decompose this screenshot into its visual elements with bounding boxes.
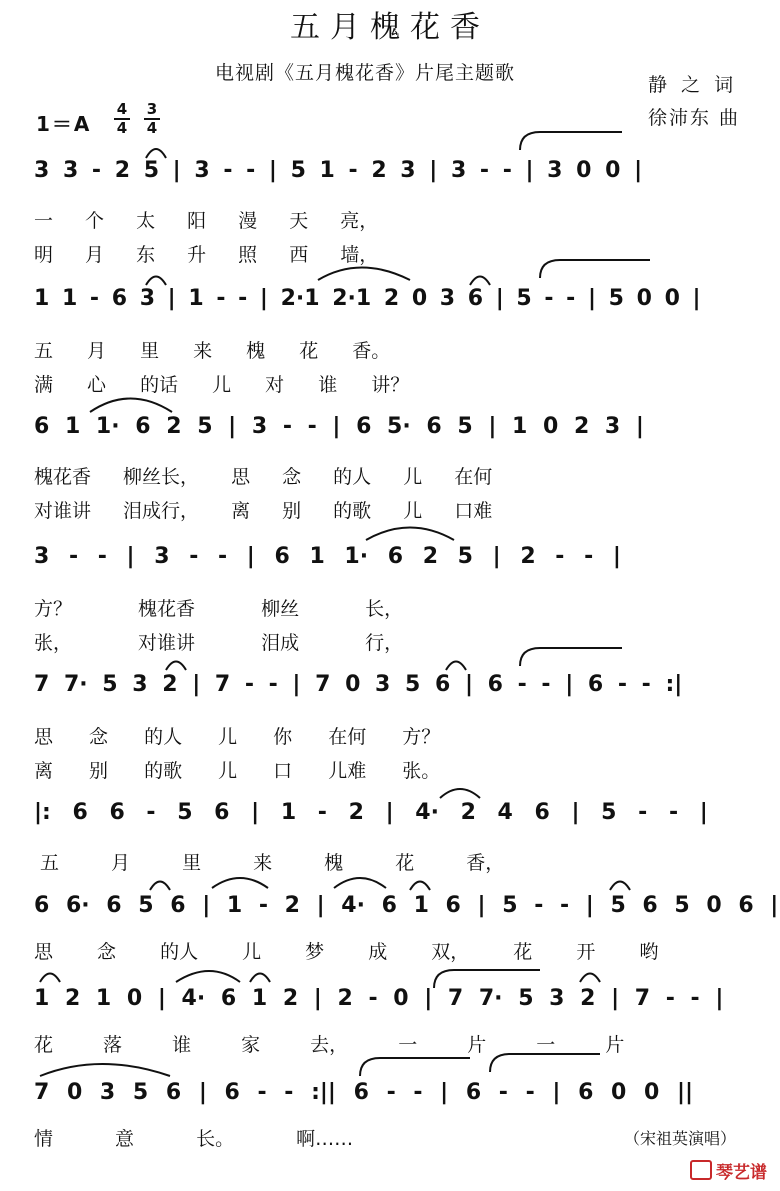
lyric-row-7: 思 念 的人 儿 梦 成 双， 花 开 哟 — [34, 941, 659, 963]
slur — [520, 648, 622, 666]
slur — [434, 970, 540, 988]
notation-row-5: 7 7· 5 3 2 | 7 - - | 7 0 3 5 6 | 6 - - | 6 - - :| — [34, 672, 683, 697]
slur — [580, 974, 600, 983]
lyric-row-3-verse-2: 对谁讲 泪成行， 离 别 的歌 儿 口难 — [34, 500, 493, 522]
slur — [166, 662, 186, 671]
song-subtitle: 电视剧《五月槐花香》片尾主题歌 — [215, 62, 516, 84]
time-signature-top: 4 — [116, 100, 128, 118]
notation-row-3: 6 1 1· 6 2 5 | 3 - - | 6 5· 6 5 | 1 0 2 3 | — [34, 414, 644, 439]
lyric-row-8: 花 落 谁 家 去， 一 片 一 片 — [34, 1034, 625, 1056]
slur — [446, 662, 466, 671]
slur — [360, 1058, 470, 1076]
slur — [318, 268, 410, 281]
slur — [366, 528, 454, 541]
lyric-row-4-verse-2: 张， 对谁讲 泪成 行， — [34, 632, 404, 654]
lyric-row-1-verse-1: 一 个 太 阳 漫 天 亮， — [34, 210, 379, 232]
slur — [40, 974, 60, 983]
time-signature-bottom: 4 — [116, 119, 128, 137]
slur — [410, 882, 430, 891]
notation-row-7: 6 6· 6 5 6 | 1 - 2 | 4· 6 1 6 | 5 - - | 5 6 5 0 6 | — [34, 893, 779, 918]
lyricist-credit: 静 之 词 — [648, 74, 738, 96]
slur — [334, 878, 386, 888]
notation-row-9: 7 0 3 5 6 | 6 - - :|| 6 - - | 6 - - | 6 0 0 || — [34, 1080, 694, 1105]
slur — [150, 882, 170, 891]
slur — [90, 399, 172, 413]
slur — [540, 260, 650, 278]
lyric-row-1-verse-2: 明 月 东 升 照 西 墙， — [34, 244, 379, 266]
lyric-row-2-verse-1: 五 月 里 来 槐 花 香。 — [34, 340, 391, 362]
lyric-row-6: 五 月 里 来 槐 花 香， — [40, 852, 505, 874]
watermark-text: 琴艺谱 — [716, 1163, 767, 1183]
slur — [490, 1054, 600, 1072]
slur — [146, 277, 166, 286]
slur — [176, 971, 240, 982]
notation-row-6: |: 6 6 - 5 6 | 1 - 2 | 4· 2 4 6 | 5 - - | — [34, 800, 708, 825]
notation-row-4: 3 - - | 3 - - | 6 1 1· 6 2 5 | 2 - - | — [34, 544, 621, 569]
slur — [212, 878, 268, 888]
song-title: 五月槐花香 — [290, 10, 490, 45]
time-signature-bottom: 4 — [146, 119, 158, 137]
slur — [146, 149, 166, 158]
slur — [250, 974, 270, 983]
slur — [440, 789, 480, 798]
lyric-row-5-verse-2: 离 别 的歌 儿 口 儿难 张。 — [34, 760, 441, 782]
lyric-row-3-verse-1: 槐花香 柳丝长， 思 念 的人 儿 在何 — [34, 466, 493, 488]
performer-credit: （宋祖英演唱） — [624, 1129, 737, 1148]
composer-credit: 徐沛东 曲 — [648, 107, 741, 129]
slur — [40, 1064, 170, 1076]
slur — [610, 882, 630, 891]
key-signature: 1＝A — [36, 112, 92, 136]
time-signature-top: 3 — [146, 100, 158, 118]
lyric-row-9: 情 意 长。 啊…… — [34, 1128, 354, 1150]
lyric-row-4-verse-1: 方？ 槐花香 柳丝 长， — [34, 598, 404, 620]
slur — [520, 132, 622, 150]
lyric-row-2-verse-2: 满 心 的话 儿 对 谁 讲？ — [34, 374, 410, 396]
notation-row-1: 3 3 - 2 5 | 3 - - | 5 1 - 2 3 | 3 - - | 3 0 0 | — [34, 158, 643, 183]
notation-row-2: 1 1 - 6 3 | 1 - - | 2·1 2·1 2 0 3 6 | 5 - - | 5 0 0 | — [34, 286, 701, 311]
lyric-row-5-verse-1: 思 念 的人 儿 你 在何 方？ — [34, 726, 441, 748]
notation-row-8: 1 2 1 0 | 4· 6 1 2 | 2 - 0 | 7 7· 5 3 2 | 7 - - | — [34, 986, 724, 1011]
slur — [470, 277, 490, 286]
